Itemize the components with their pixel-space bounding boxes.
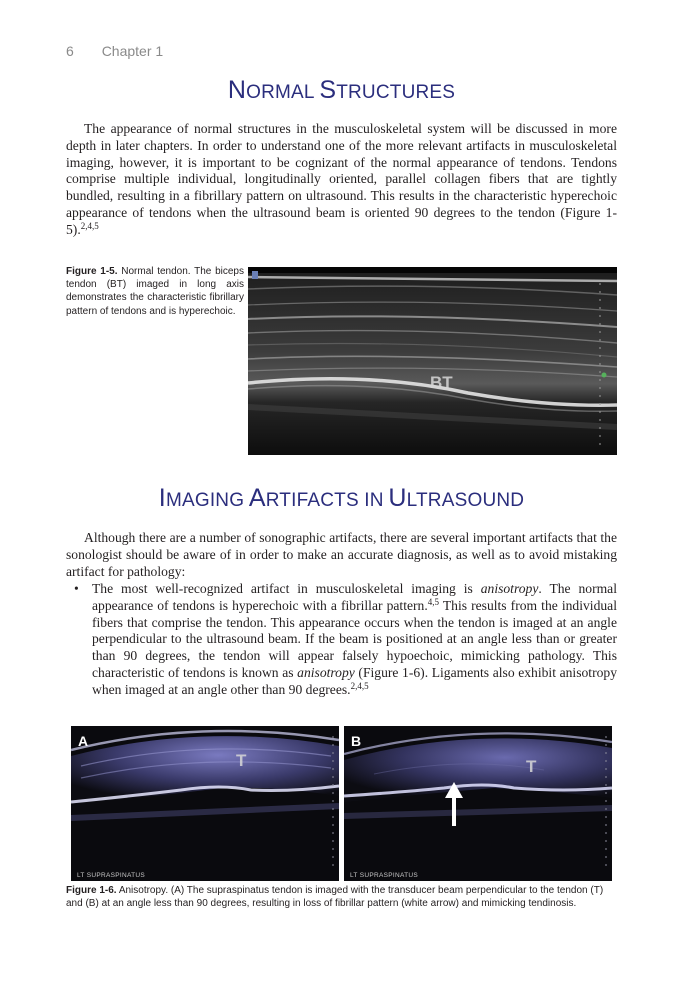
panel-a-label: A — [78, 733, 89, 749]
panel-a-footer: LT SUPRASPINATUS — [77, 872, 146, 879]
citation: 2,4,5 — [350, 680, 369, 691]
artifacts-intro-paragraph: Although there are a number of sonographic artifacts, there are several important artifacts that the sonologist should be aware of in order to make an accurate diagnosis, as well as to avoid mistaking artifact for pathology: — [66, 530, 617, 579]
running-header — [66, 43, 163, 59]
section-heading-normal-structures: NORMAL STRUCTURES — [227, 76, 456, 104]
tendon-label-b: T — [526, 757, 537, 776]
chapter-title: Chapter 1 — [101, 43, 164, 59]
normal-structures-paragraph: The appearance of normal structures in the musculoskeletal system will be discussed in more depth in later chapters. In order to understand one of the more relevant artifacts in musculoskeletal imaging, however, it is important to be cognizant of the normal appearance of tendons. Tendons comprise multiple individual, longitudinally oriented, parallel collagen fibers that are tightly bundled, resulting in a fibrillary pattern on ultrasound. This results in the characteristic hyperechoic appearance of tendons when the ultrasound beam is oriented 90 degrees to the tendon (Figure 1-5).$^{2,4,5}$ — [66, 121, 617, 237]
anisotropy-bullet — [66, 581, 617, 699]
figure-1-6-panel-a-image — [71, 726, 339, 881]
white-arrow-icon — [444, 782, 464, 826]
panel-b-label: B — [351, 733, 362, 749]
figure-1-5-caption: Figure 1-5. Normal tendon. The biceps tendon (BT) imaged in long axis demonstrates the characteristic fibrillary pattern of tendons and is hyperechoic. — [66, 266, 244, 317]
citation: 4,5 — [427, 596, 439, 607]
section-heading-imaging-artifacts: IMAGING ARTIFACTS IN ULTRASOUND — [158, 484, 525, 512]
page-number: 6 — [66, 43, 74, 59]
figure-1-5-ultrasound-image — [248, 267, 617, 455]
biceps-tendon-label: BT — [430, 373, 453, 392]
tendon-label-a: T — [236, 751, 247, 770]
figure-1-6-caption: Figure 1-6. Anisotropy. (A) The supraspinatus tendon is imaged with the transducer beam perpendicular to the tendon (T) and (B) at an angle less than 90 degrees, resulting in loss of fibrillar pattern (white arrow) and mimicking tendinosis. — [66, 885, 604, 910]
figure-1-6-panel-b-image — [344, 726, 612, 881]
anisotropy-bullet-text: The most well-recognized artifact in musculoskeletal imaging is anisotropy. The normal appearance of tendons is hyperechoic with a fibrillar pattern.$^{4,5}$ This results from the individual fibers that comprise the tendon. This appearance occurs when the tendon is imaged at an angle perpendicular to the ultrasound beam. If the beam is positioned at an angle less than or greater than 90 degrees, the tendon will appear falsely hypoechoic, mimicking pathology. This characteristic of tendons is known as anisotropy (Figure 1-6). Ligaments also exhibit anisotropy when imaged at an angle other than 90 degrees.$^{2,4,5}$ — [92, 581, 617, 697]
panel-b-footer: LT SUPRASPINATUS — [350, 872, 419, 879]
citation: 2,4,5 — [80, 220, 99, 231]
bullet-marker: • — [74, 581, 79, 596]
